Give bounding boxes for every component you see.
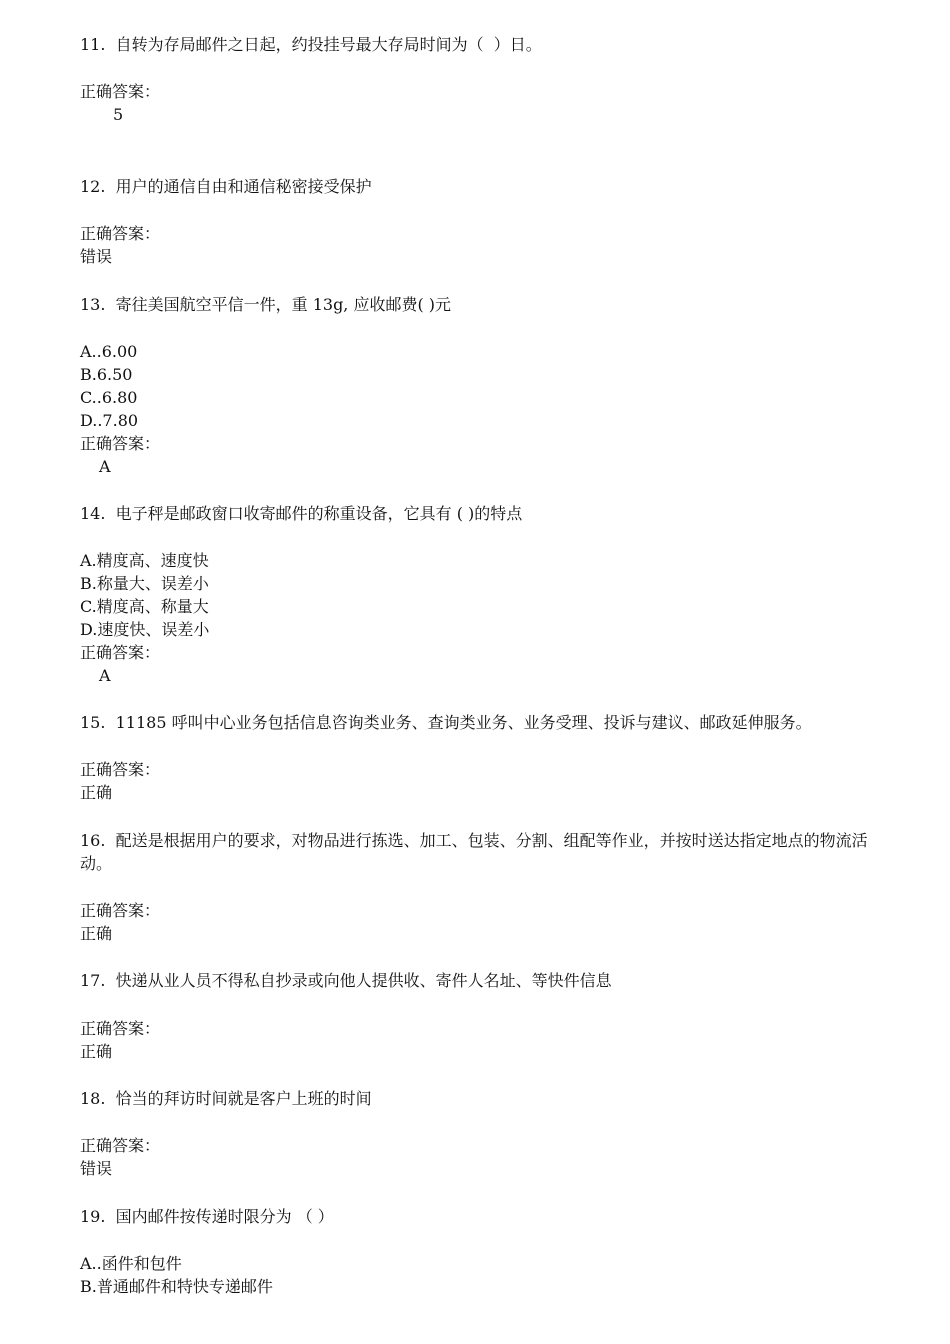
answer-label: 正确答案：: [80, 760, 161, 779]
question-17-answer: [80, 1017, 880, 1063]
option-item: C..6.80: [80, 388, 138, 407]
option-item: A..6.00: [80, 342, 138, 361]
question-19-options: [80, 1252, 880, 1298]
answer-value: 错误: [80, 247, 113, 266]
question-13-options: [80, 340, 880, 478]
option-item: B.6.50: [80, 365, 133, 384]
question-16-answer: [80, 899, 880, 945]
question-15-answer: [80, 758, 880, 804]
option-item: D..7.80: [80, 411, 139, 430]
answer-label: 正确答案：: [80, 1019, 161, 1038]
answer-label: 正确答案：: [80, 1136, 161, 1155]
option-item: A..函件和包件: [80, 1254, 182, 1273]
answer-value: 正确: [80, 783, 113, 802]
answer-value: 正确: [80, 1042, 113, 1061]
question-14-options: [80, 549, 880, 687]
option-item: C.精度高、称量大: [80, 597, 209, 616]
question-11-text: 11. 自转为存局邮件之日起，约投挂号最大存局时间为（ ）日。: [80, 35, 542, 54]
question-18-answer: [80, 1134, 880, 1180]
answer-value: 错误: [80, 1159, 113, 1178]
answer-label: 正确答案：: [80, 434, 161, 453]
question-13-text: 13. 寄往美国航空平信一件，重 13g, 应收邮费( )元: [80, 295, 452, 314]
answer-label: 正确答案：: [80, 224, 161, 243]
answer-label: 正确答案：: [80, 82, 161, 101]
question-14-text: 14. 电子秤是邮政窗口收寄邮件的称重设备，它具有 ( )的特点: [80, 504, 523, 523]
answer-label: 正确答案：: [80, 901, 161, 920]
question-19-text: 19. 国内邮件按传递时限分为 （ ）: [80, 1207, 334, 1226]
question-12-answer: [80, 222, 880, 268]
option-item: A.精度高、速度快: [80, 551, 209, 570]
question-18-text: 18. 恰当的拜访时间就是客户上班的时间: [80, 1089, 372, 1108]
question-16-text: 16. 配送是根据用户的要求，对物品进行拣选、加工、包装、分割、组配等作业，并按时送达指定地点的物流活动。: [80, 831, 868, 873]
answer-value: A: [99, 457, 111, 476]
option-item: D.速度快、误差小: [80, 620, 210, 639]
answer-value: 正确: [80, 924, 113, 943]
question-15-text: 15. 11185 呼叫中心业务包括信息咨询类业务、查询类业务、业务受理、投诉与建议、邮政延伸服务。: [80, 713, 812, 732]
question-12-text: 12. 用户的通信自由和通信秘密接受保护: [80, 177, 372, 196]
answer-value: A: [99, 666, 111, 685]
option-item: B.普通邮件和特快专递邮件: [80, 1277, 273, 1296]
answer-label: 正确答案：: [80, 643, 161, 662]
answer-value: 5: [113, 105, 124, 124]
option-item: B.称量大、误差小: [80, 574, 209, 593]
question-11-answer: [80, 80, 880, 126]
question-17-text: 17. 快递从业人员不得私自抄录或向他人提供收、寄件人名址、等快件信息: [80, 971, 612, 990]
